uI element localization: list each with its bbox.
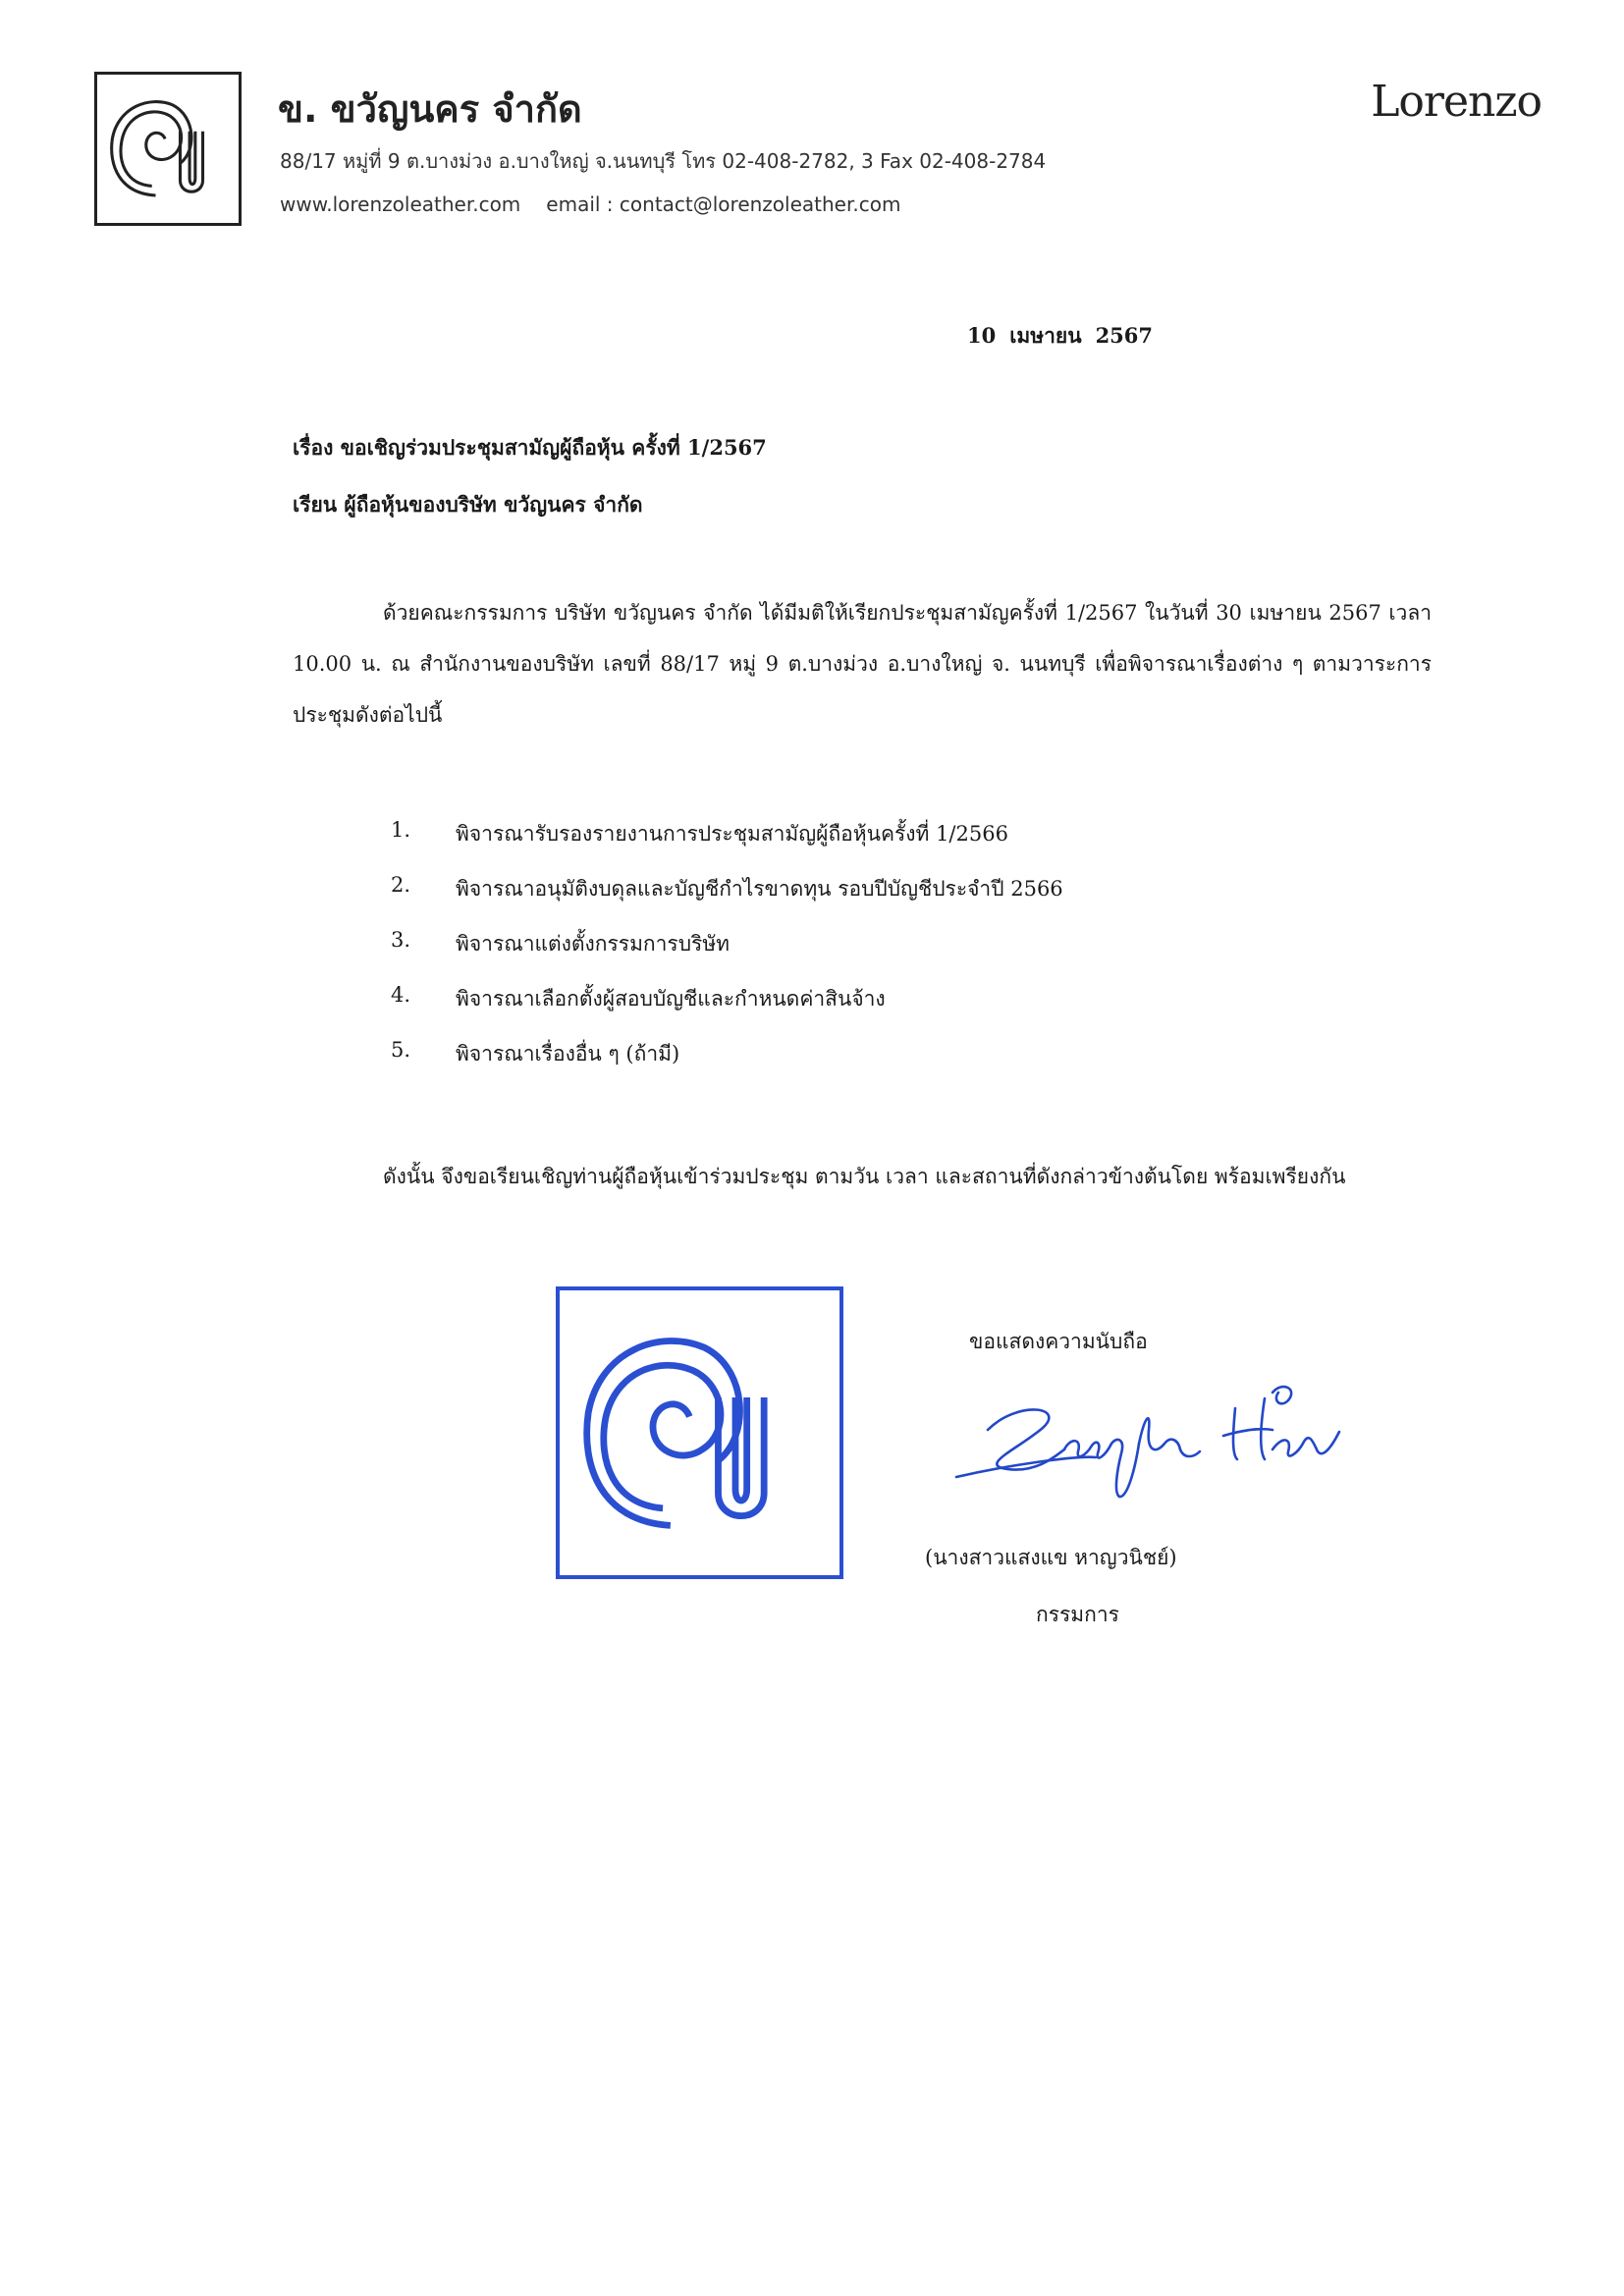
signer-name: (นางสาวแสงแข หาญวนิชย์)	[925, 1546, 1177, 1569]
handwritten-signature	[948, 1371, 1380, 1508]
agenda-number: 2.	[391, 873, 411, 897]
website-link[interactable]: www.lorenzoleather.com	[280, 192, 521, 216]
agenda-text: พิจารณารับรองรายงานการประชุมสามัญผู้ถือหุ้นครั้งที่ 1/2566	[456, 822, 1008, 846]
agenda-text: พิจารณาอนุมัติงบดุลและบัญชีกำไรขาดทุน รอบปีบัญชีประจำปี 2566	[456, 877, 1063, 901]
agenda-text: พิจารณาเลือกตั้งผู้สอบบัญชีและกำหนดค่าสินจ้าง	[456, 987, 886, 1011]
date-year: 2567	[1095, 323, 1154, 348]
agenda-number: 4.	[391, 983, 411, 1007]
agenda-item	[391, 928, 1373, 983]
agenda-item	[391, 818, 1373, 873]
agenda-item	[391, 873, 1373, 928]
agenda-number: 1.	[391, 818, 411, 842]
signature-icon	[948, 1371, 1380, 1508]
letter-subject: เรื่อง ขอเชิญร่วมประชุมสามัญผู้ถือหุ้น ครั้งที่ 1/2567	[293, 435, 767, 460]
signer-title: กรรมการ	[1036, 1603, 1119, 1626]
agenda-list	[391, 818, 1373, 1093]
company-name: ข. ขวัญนคร จำกัด	[278, 87, 582, 131]
agenda-text: พิจารณาแต่งตั้งกรรมการบริษัท	[456, 932, 731, 956]
regards-text: ขอแสดงความนับถือ	[969, 1330, 1148, 1353]
agenda-text: พิจารณาเรื่องอื่น ๆ (ถ้ามี)	[456, 1042, 680, 1066]
company-address: 88/17 หมู่ที่ 9 ต.บางม่วง อ.บางใหญ่ จ.นนทบุรี โทร 02-408-2782, 3 Fax 02-408-2784	[280, 149, 1047, 173]
company-stamp	[556, 1286, 843, 1579]
brand-logo-text: Lorenzo	[1371, 77, 1542, 127]
monogram-logo-icon	[97, 75, 239, 223]
letter-recipient: เรียน ผู้ถือหุ้นของบริษัท ขวัญนคร จำกัด	[293, 492, 643, 517]
closing-paragraph: ดังนั้น จึงขอเรียนเชิญท่านผู้ถือหุ้นเข้าร่วมประชุม ตามวัน เวลา และสถานที่ดังกล่าวข้างต้นโดย พร้อมเพรียงกัน	[383, 1165, 1346, 1188]
contact-line	[280, 192, 900, 216]
letter-date	[967, 320, 1166, 353]
agenda-item	[391, 983, 1373, 1038]
agenda-number: 3.	[391, 928, 411, 952]
company-logo	[94, 72, 242, 226]
agenda-item	[391, 1038, 1373, 1093]
agenda-number: 5.	[391, 1038, 411, 1062]
date-month: เมษายน	[1009, 323, 1082, 348]
date-day: 10	[967, 323, 997, 348]
stamp-monogram-icon	[560, 1290, 839, 1575]
letter-body: ด้วยคณะกรรมการ บริษัท ขวัญนคร จำกัด ได้มีมติให้เรียกประชุมสามัญครั้งที่ 1/2567 ในวันที่ 30 เมษายน 2567 เวลา 10.00 น. ณ สำนักงานของบริษัท เลขที่ 88/17 หมู่ 9 ต.บางม่วง อ.บางใหญ่ จ. นนทบุรี เพื่อพิจารณาเรื่องต่าง ๆ ตามวาระการประชุมดังต่อไปนี้	[293, 601, 1432, 727]
email-link[interactable]: email : contact@lorenzoleather.com	[546, 192, 901, 216]
